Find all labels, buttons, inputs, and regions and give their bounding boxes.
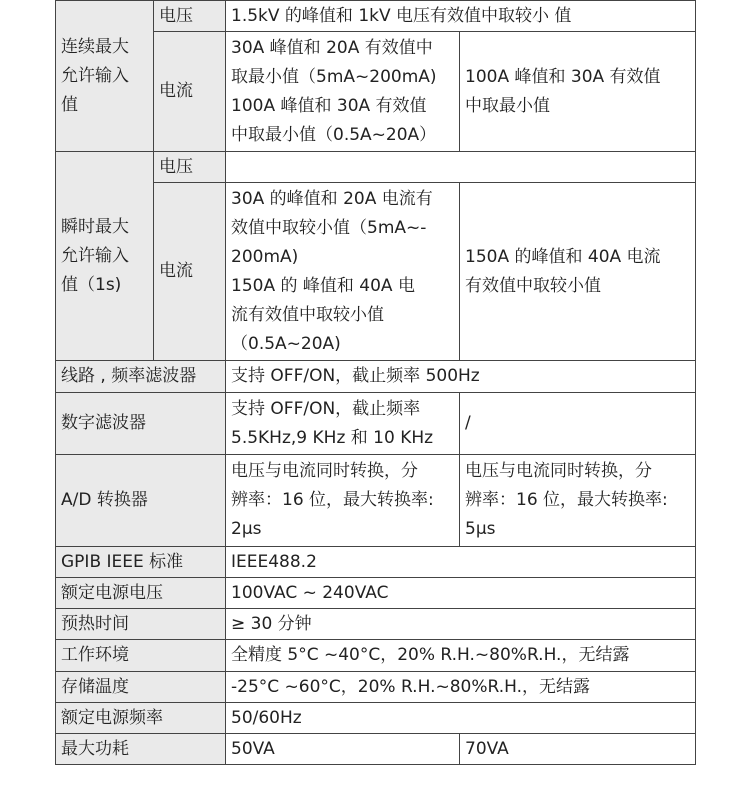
row-label-rated-voltage: 额定电源电压 [56, 578, 226, 609]
max-power-value-a: 50VA [226, 734, 460, 765]
row-label-warmup: 预热时间 [56, 609, 226, 640]
row-label-ad-converter: A/D 转换器 [56, 455, 226, 547]
rated-voltage-value: 100VAC ~ 240VAC [226, 578, 696, 609]
row-label-gpib: GPIB IEEE 标准 [56, 547, 226, 578]
rated-freq-value: 50/60Hz [226, 703, 696, 734]
row-label-environment: 工作环境 [56, 640, 226, 672]
line-filter-value: 支持 OFF/ON，截止频率 500Hz [226, 361, 696, 393]
row-label-line-filter: 线路 , 频率滤波器 [56, 361, 226, 393]
spec-table [55, 0, 696, 765]
row-label-storage: 存储温度 [56, 672, 226, 703]
sub-label-voltage: 电压 [154, 1, 226, 32]
row-label-continuous: 连续最大 允许输入 值 [56, 1, 154, 152]
table-row [56, 152, 696, 183]
storage-value: -25°C ~60°C，20% R.H.~80%R.H.，无结露 [226, 672, 696, 703]
instant-current-value-b: 150A 的峰值和 40A 电流 有效值中取较小值 [460, 183, 696, 361]
max-power-value-b: 70VA [460, 734, 696, 765]
instant-current-value-a: 30A 的峰值和 20A 电流有 效值中取较小值（5mA~- 200mA) 150A 的 峰值和 40A 电 流有效值中取较小值 （0.5A~20A) [226, 183, 460, 361]
environment-value: 全精度 5°C ~40°C，20% R.H.~80%R.H.，无结露 [226, 640, 696, 672]
row-label-max-power: 最大功耗 [56, 734, 226, 765]
table-row [56, 609, 696, 640]
continuous-current-value-a: 30A 峰值和 20A 有效值中 取最小值（5mA~200mA) 100A 峰值和 30A 有效值 中取最小值（0.5A~20A） [226, 32, 460, 152]
table-row [56, 361, 696, 393]
ad-converter-value-a: 电压与电流同时转换，分 辨率：16 位，最大转换率: 2μs [226, 455, 460, 547]
row-label-instant: 瞬时最大 允许输入 值（1s) [56, 152, 154, 361]
table-row [56, 455, 696, 547]
digital-filter-value-a: 支持 OFF/ON，截止频率 5.5KHz,9 KHz 和 10 KHz [226, 393, 460, 455]
table-row [56, 578, 696, 609]
continuous-voltage-value: 1.5kV 的峰值和 1kV 电压有效值中取较小 值 [226, 1, 696, 32]
instant-voltage-value [226, 152, 696, 183]
gpib-value: IEEE488.2 [226, 547, 696, 578]
sub-label-current: 电流 [154, 183, 226, 361]
ad-converter-value-b: 电压与电流同时转换，分 辨率：16 位，最大转换率: 5μs [460, 455, 696, 547]
digital-filter-value-b: / [460, 393, 696, 455]
table-row [56, 393, 696, 455]
table-row [56, 1, 696, 32]
continuous-current-value-b: 100A 峰值和 30A 有效值 中取最小值 [460, 32, 696, 152]
table-row [56, 547, 696, 578]
row-label-digital-filter: 数字滤波器 [56, 393, 226, 455]
warmup-value: ≥ 30 分钟 [226, 609, 696, 640]
sub-label-current: 电流 [154, 32, 226, 152]
table-row [56, 734, 696, 765]
sub-label-voltage: 电压 [154, 152, 226, 183]
row-label-rated-freq: 额定电源频率 [56, 703, 226, 734]
table-row [56, 640, 696, 672]
table-row [56, 672, 696, 703]
table-row [56, 703, 696, 734]
